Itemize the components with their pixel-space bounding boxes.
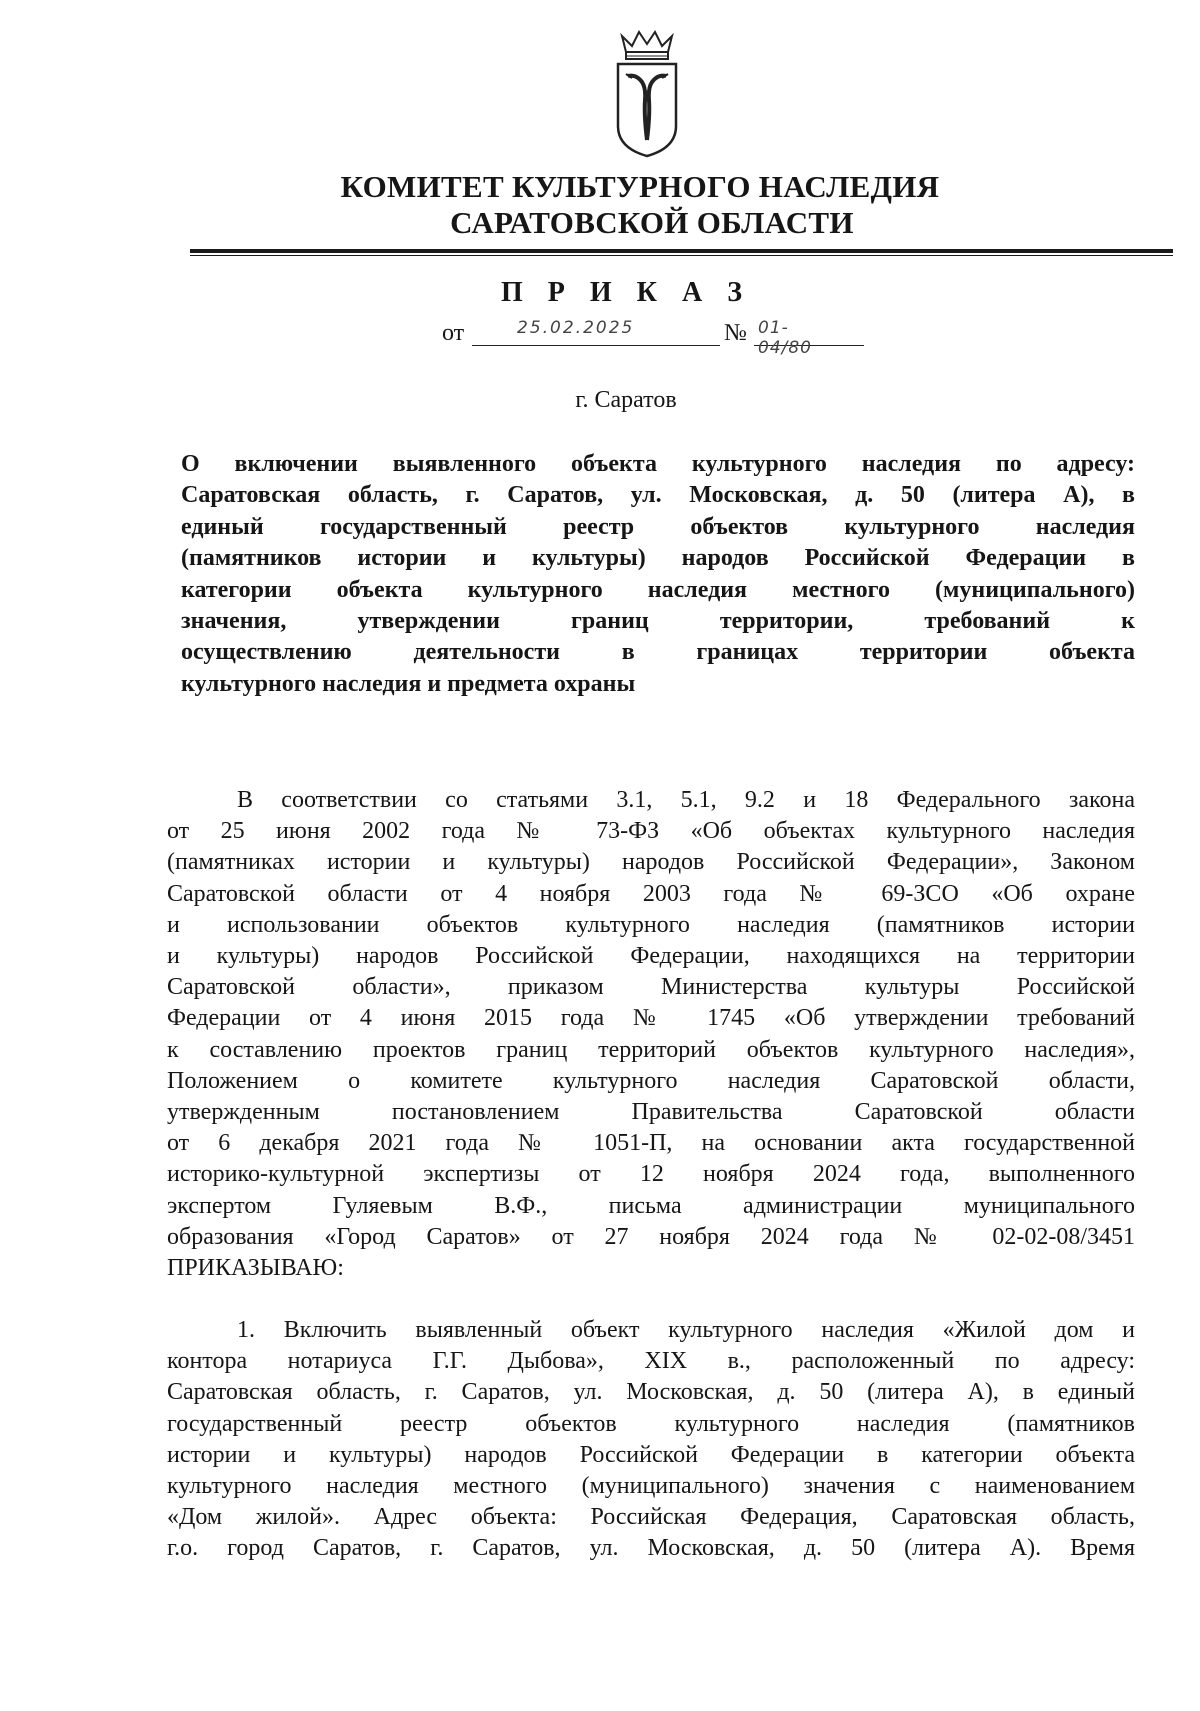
handwritten-number: 01-04/80 [758,318,812,358]
preamble-line: Саратовской области от 4 ноября 2003 года № 69-ЗСО «Об охране [167,880,1135,907]
item-line: контора нотариуса Г.Г. Дыбова», XIX в., расположенный по адресу: [167,1348,1135,1375]
preamble-line: (памятниках истории и культуры) народов Российской Федерации», Законом [167,849,1135,876]
preamble-line: Саратовской области», приказом Министерства культуры Российской [167,974,1135,1001]
preamble-line: и использовании объектов культурного наследия (памятников истории [167,911,1135,938]
date-label: от [442,320,465,346]
preamble-line: Федерации от 4 июня 2015 года № 1745 «Об утверждении требований [167,1005,1135,1032]
header-divider-thick [190,249,1173,253]
subject-line: единый государственный реестр объектов культурного наследия [181,513,1135,540]
order-directive: ПРИКАЗЫВАЮ: [167,1255,344,1282]
header-divider-thin [190,255,1173,256]
organization-name-line-1: КОМИТЕТ КУЛЬТУРНОГО НАСЛЕДИЯ [340,169,940,204]
subject-line: категории объекта культурного наследия местного (муниципального) [181,576,1135,603]
preamble-line: от 25 июня 2002 года № 73-ФЗ «Об объектах культурного наследия [167,818,1135,845]
preamble-line: от 6 декабря 2021 года № 1051-П, на основании акта государственной [167,1130,1135,1157]
item-line: государственный реестр объектов культурного наследия (памятников [167,1410,1135,1437]
subject-line: культурного наследия и предмета охраны [181,670,636,697]
preamble-line: экспертом Гуляевым В.Ф., письма администрации муниципального [167,1192,1135,1219]
preamble-line: утвержденным постановлением Правительства Саратовской области [167,1099,1135,1126]
coat-of-arms-icon [612,30,682,160]
handwritten-date: 25.02.2025 [517,318,635,338]
preamble-line: образования «Город Саратов» от 27 ноября 2024 года № 02-02-08/3451 [167,1223,1135,1250]
preamble-paragraph [167,785,1135,1284]
date-underline [472,345,720,346]
item-line: культурного наследия местного (муниципального) значения с наименованием [167,1473,1135,1500]
subject-line: осуществлению деятельности в границах территории объекта [181,639,1135,666]
preamble-line: В соответствии со статьями 3.1, 5.1, 9.2 и 18 Федерального закона [237,787,1135,813]
subject-line: (памятников истории и культуры) народов Российской Федерации в [181,545,1135,572]
organization-name-line-2: САРАТОВСКОЙ ОБЛАСТИ [450,205,854,240]
document-type-title: П Р И К А З [501,277,751,308]
preamble-line: историко-культурной экспертизы от 12 ноября 2024 года, выполненного [167,1161,1135,1188]
subject-line: Саратовская область, г. Саратов, ул. Московская, д. 50 (литера А), в [181,482,1135,509]
item-line: г.о. город Саратов, г. Саратов, ул. Московская, д. 50 (литера А). Время [167,1535,1135,1562]
item-line: Саратовская область, г. Саратов, ул. Московская, д. 50 (литера А), в единый [167,1379,1135,1406]
order-subject [181,449,1135,700]
preamble-line: и культуры) народов Российской Федерации, находящихся на территории [167,943,1135,970]
item-1-paragraph [167,1315,1135,1565]
preamble-line: к составлению проектов границ территорий объектов культурного наследия», [167,1036,1135,1063]
subject-line: значения, утверждении границ территории, требований к [181,608,1135,635]
preamble-line: Положением о комитете культурного наследия Саратовской области, [167,1067,1135,1094]
item-line: 1. Включить выявленный объект культурного наследия «Жилой дом и [237,1317,1135,1343]
city-of-issue: г. Саратов [575,387,677,413]
item-line: «Дом жилой». Адрес объекта: Российская Федерация, Саратовская область, [167,1504,1135,1531]
number-label: № [724,320,747,346]
subject-line: О включении выявленного объекта культурного наследия по адресу: [181,451,1135,477]
item-line: истории и культуры) народов Российской Федерации в категории объекта [167,1441,1135,1468]
